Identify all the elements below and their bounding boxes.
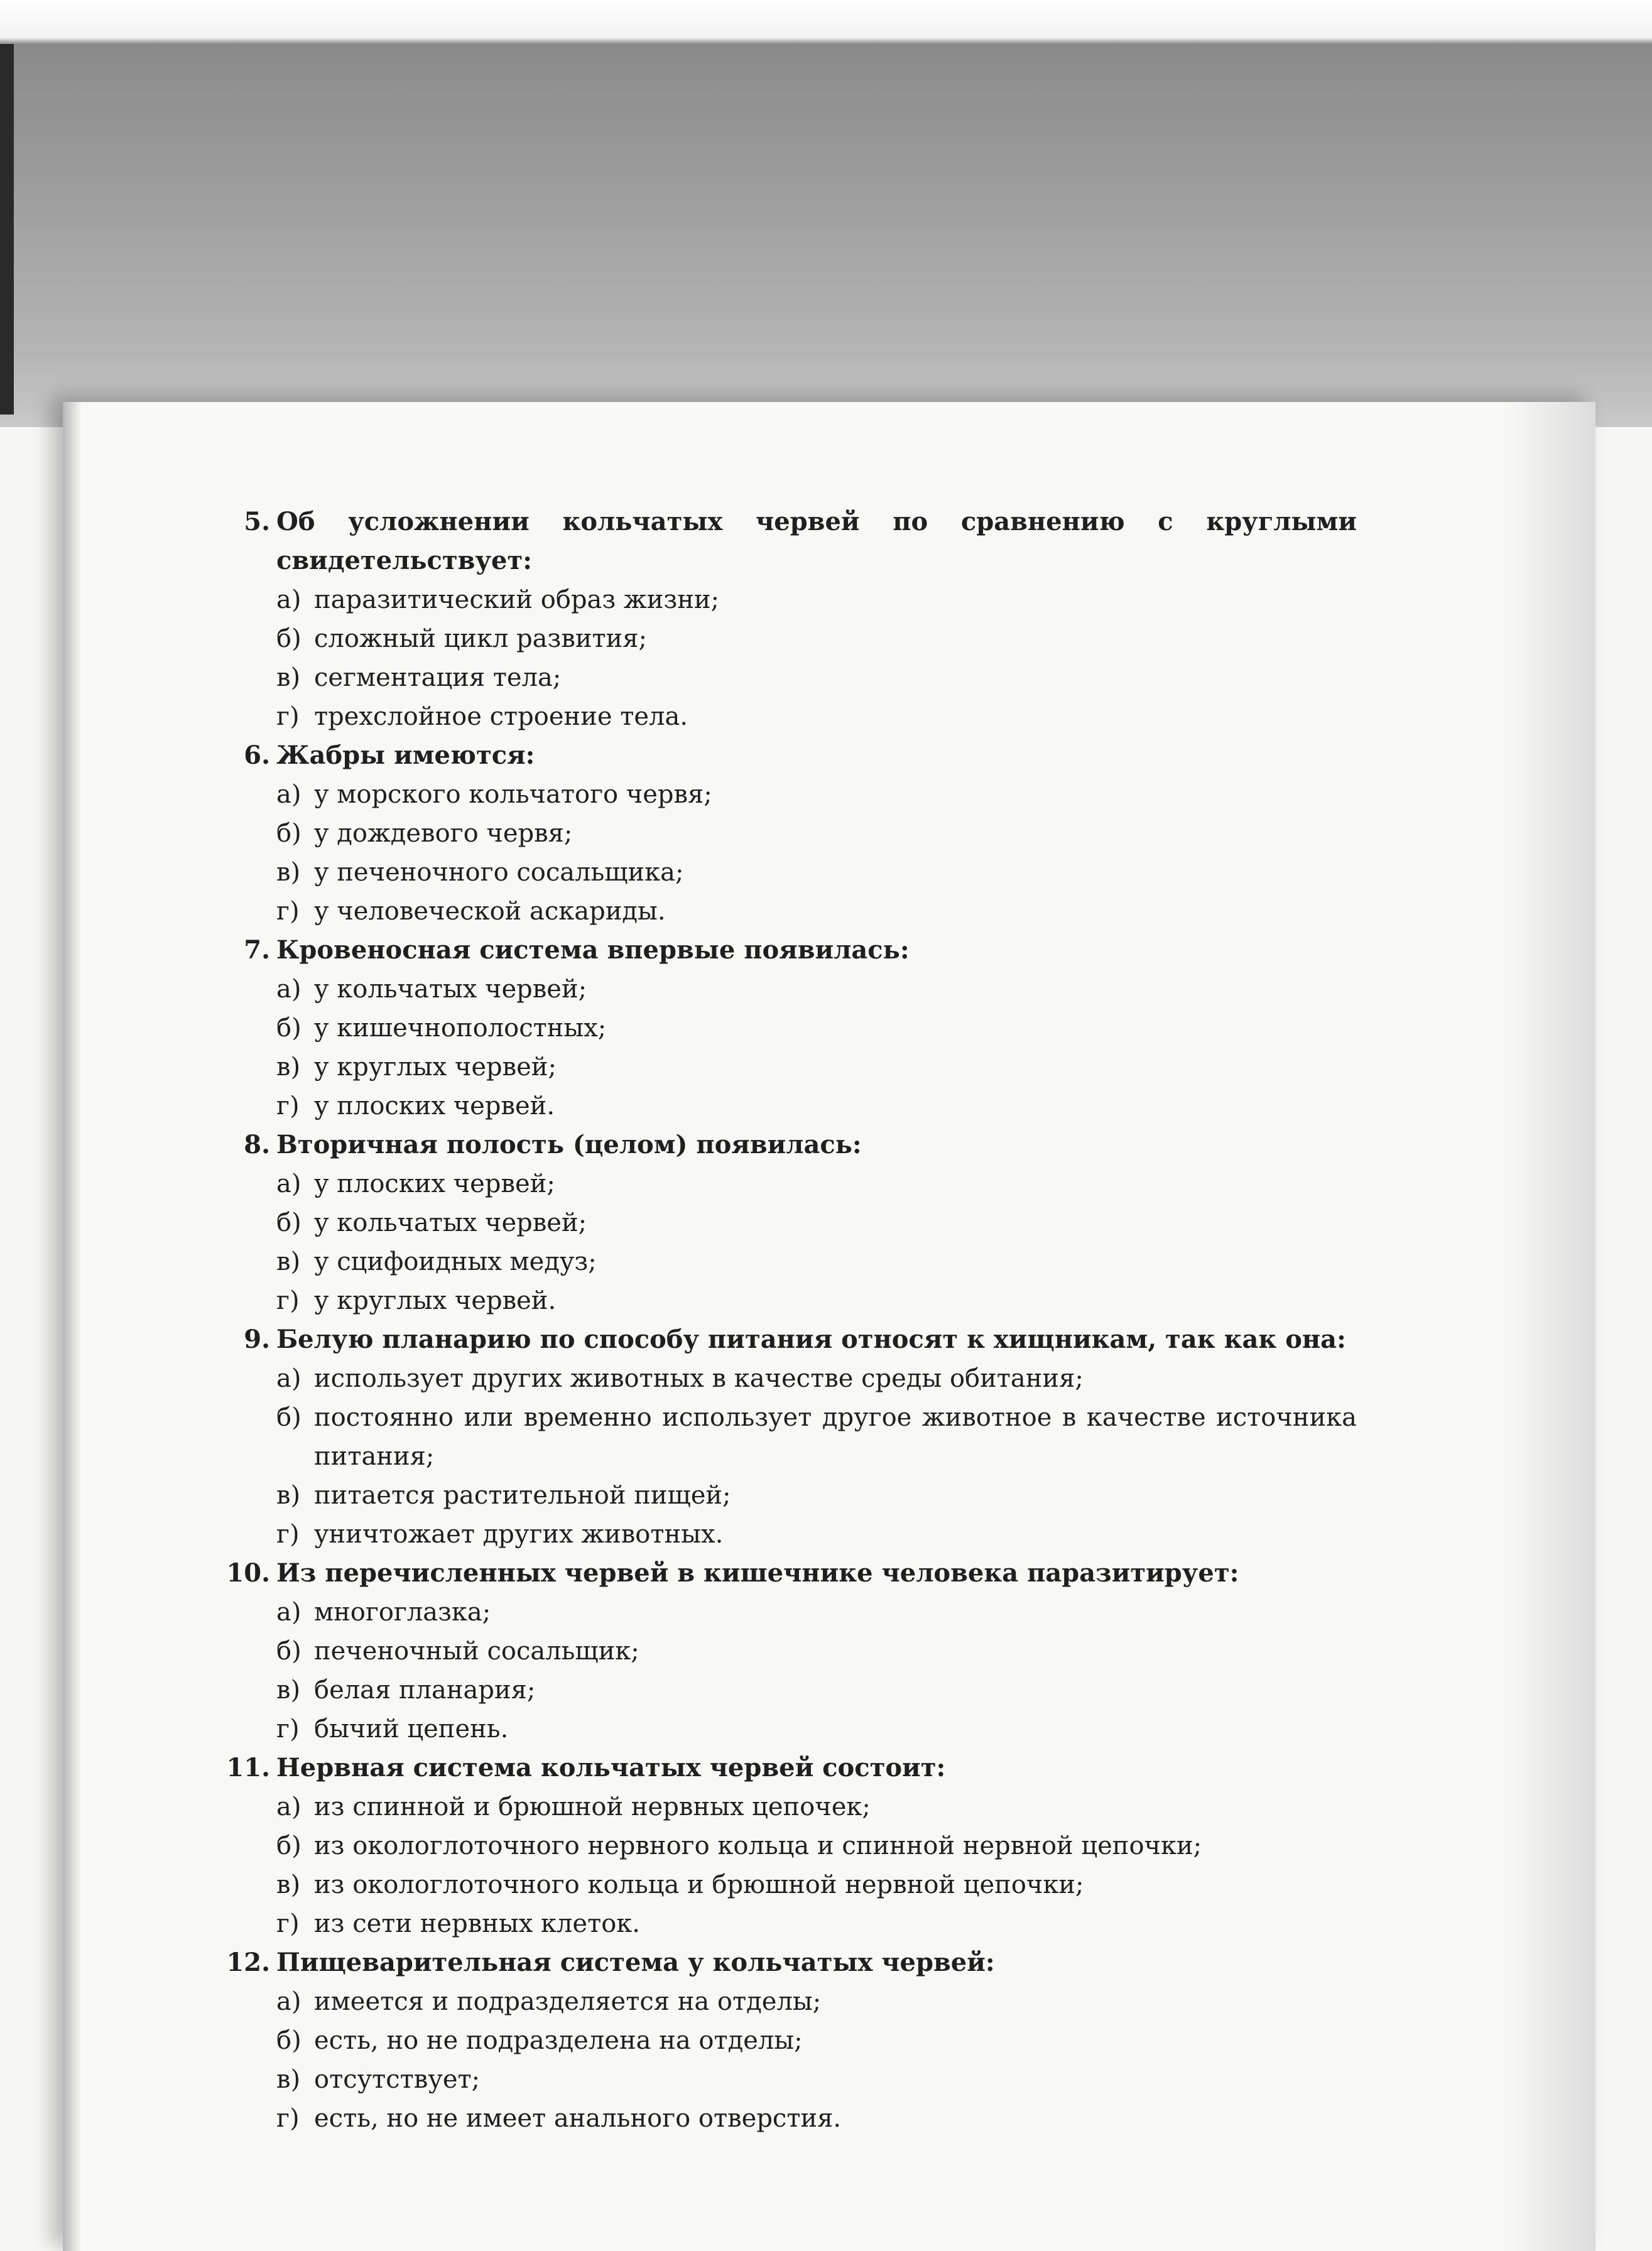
option-c: в) из окологлоточного кольца и брюшной нервной цепочки; — [276, 1870, 1084, 1899]
question-text: Нервная система кольчатых червей состоит: — [276, 1753, 946, 1782]
question-11 — [226, 1749, 1357, 1943]
question-text: Вторичная полость (целом) появилась: — [276, 1130, 862, 1159]
option-a: а) у кольчатых червей; — [276, 975, 587, 1004]
option-d: г) у круглых червей. — [276, 1286, 557, 1315]
option-d: г) из сети нервных клеток. — [276, 1909, 641, 1938]
question-number: 9. — [244, 1325, 270, 1354]
option-d: г) есть, но не имеет анального отверстия. — [276, 2104, 842, 2133]
question-number: 6. — [244, 740, 270, 770]
option-c: в) питается растительной пищей; — [276, 1481, 731, 1510]
option-b: б) у дождевого червя; — [276, 819, 573, 848]
question-9 — [244, 1320, 1357, 1554]
option-b: б) из окологлоточного нервного кольца и спинной нервной цепочки; — [276, 1831, 1202, 1860]
option-b: б) у кишечнополостных; — [276, 1014, 607, 1043]
option-a: а) у морского кольчатого червя; — [276, 780, 712, 809]
option-a: а) паразитический образ жизни; — [276, 585, 719, 614]
option-b: б) сложный цикл развития; — [276, 624, 648, 653]
scanner-background — [0, 0, 1652, 427]
option-c: в) отсутствует; — [276, 2065, 481, 2094]
page-shadow-right — [1508, 402, 1595, 2251]
question-text: Белую планарию по способу питания относят к хищникам, так как она: — [276, 1325, 1346, 1354]
question-number: 10. — [226, 1558, 270, 1588]
question-text: Об усложнении кольчатых червей по сравнению с круглыми свидетельствует: — [276, 507, 1357, 575]
question-number: 7. — [244, 935, 270, 965]
option-c: в) у печеночного сосальщика; — [276, 858, 684, 887]
option-b: б) есть, но не подразделена на отделы; — [276, 2026, 803, 2055]
question-10 — [226, 1554, 1357, 1749]
option-b: б) постоянно или временно использует другое животное в качестве источника питания; — [276, 1403, 1357, 1471]
option-a: а) имеется и подразделяется на отделы; — [276, 1987, 822, 2016]
option-a: а) у плоских червей; — [276, 1169, 555, 1198]
page-shadow-left — [63, 402, 82, 2251]
option-d: г) у человеческой аскариды. — [276, 897, 666, 926]
scanner-edge — [0, 44, 14, 415]
option-a: а) использует других животных в качестве среды обитания; — [276, 1364, 1084, 1393]
option-c: в) у сцифоидных медуз; — [276, 1247, 597, 1276]
question-8 — [244, 1126, 1357, 1320]
option-b: б) у кольчатых червей; — [276, 1208, 587, 1237]
question-7 — [244, 931, 1357, 1126]
option-c: в) белая планария; — [276, 1676, 536, 1705]
question-6 — [244, 736, 1357, 931]
question-number: 5. — [244, 507, 270, 536]
option-d: г) у плоских червей. — [276, 1092, 555, 1120]
option-d: г) уничтожает других животных. — [276, 1520, 724, 1549]
option-a: а) из спинной и брюшной нервных цепочек; — [276, 1793, 871, 1821]
question-text: Пищеварительная система у кольчатых червей: — [276, 1948, 995, 1977]
option-c: в) сегментация тела; — [276, 663, 562, 692]
option-a: а) многоглазка; — [276, 1598, 491, 1627]
question-text: Кровеносная система впервые появилась: — [276, 935, 910, 965]
question-5 — [244, 502, 1357, 736]
question-number: 11. — [226, 1753, 270, 1782]
option-d: г) трехслойное строение тела. — [276, 702, 688, 731]
option-b: б) печеночный сосальщик; — [276, 1637, 639, 1666]
question-text: Из перечисленных червей в кишечнике человека паразитирует: — [276, 1558, 1239, 1588]
option-c: в) у круглых червей; — [276, 1053, 557, 1082]
question-text: Жабры имеются: — [276, 740, 535, 770]
option-d: г) бычий цепень. — [276, 1715, 509, 1744]
question-number: 8. — [244, 1130, 270, 1159]
question-number: 12. — [226, 1948, 270, 1977]
question-list — [226, 502, 1357, 2138]
question-12 — [226, 1943, 1357, 2138]
